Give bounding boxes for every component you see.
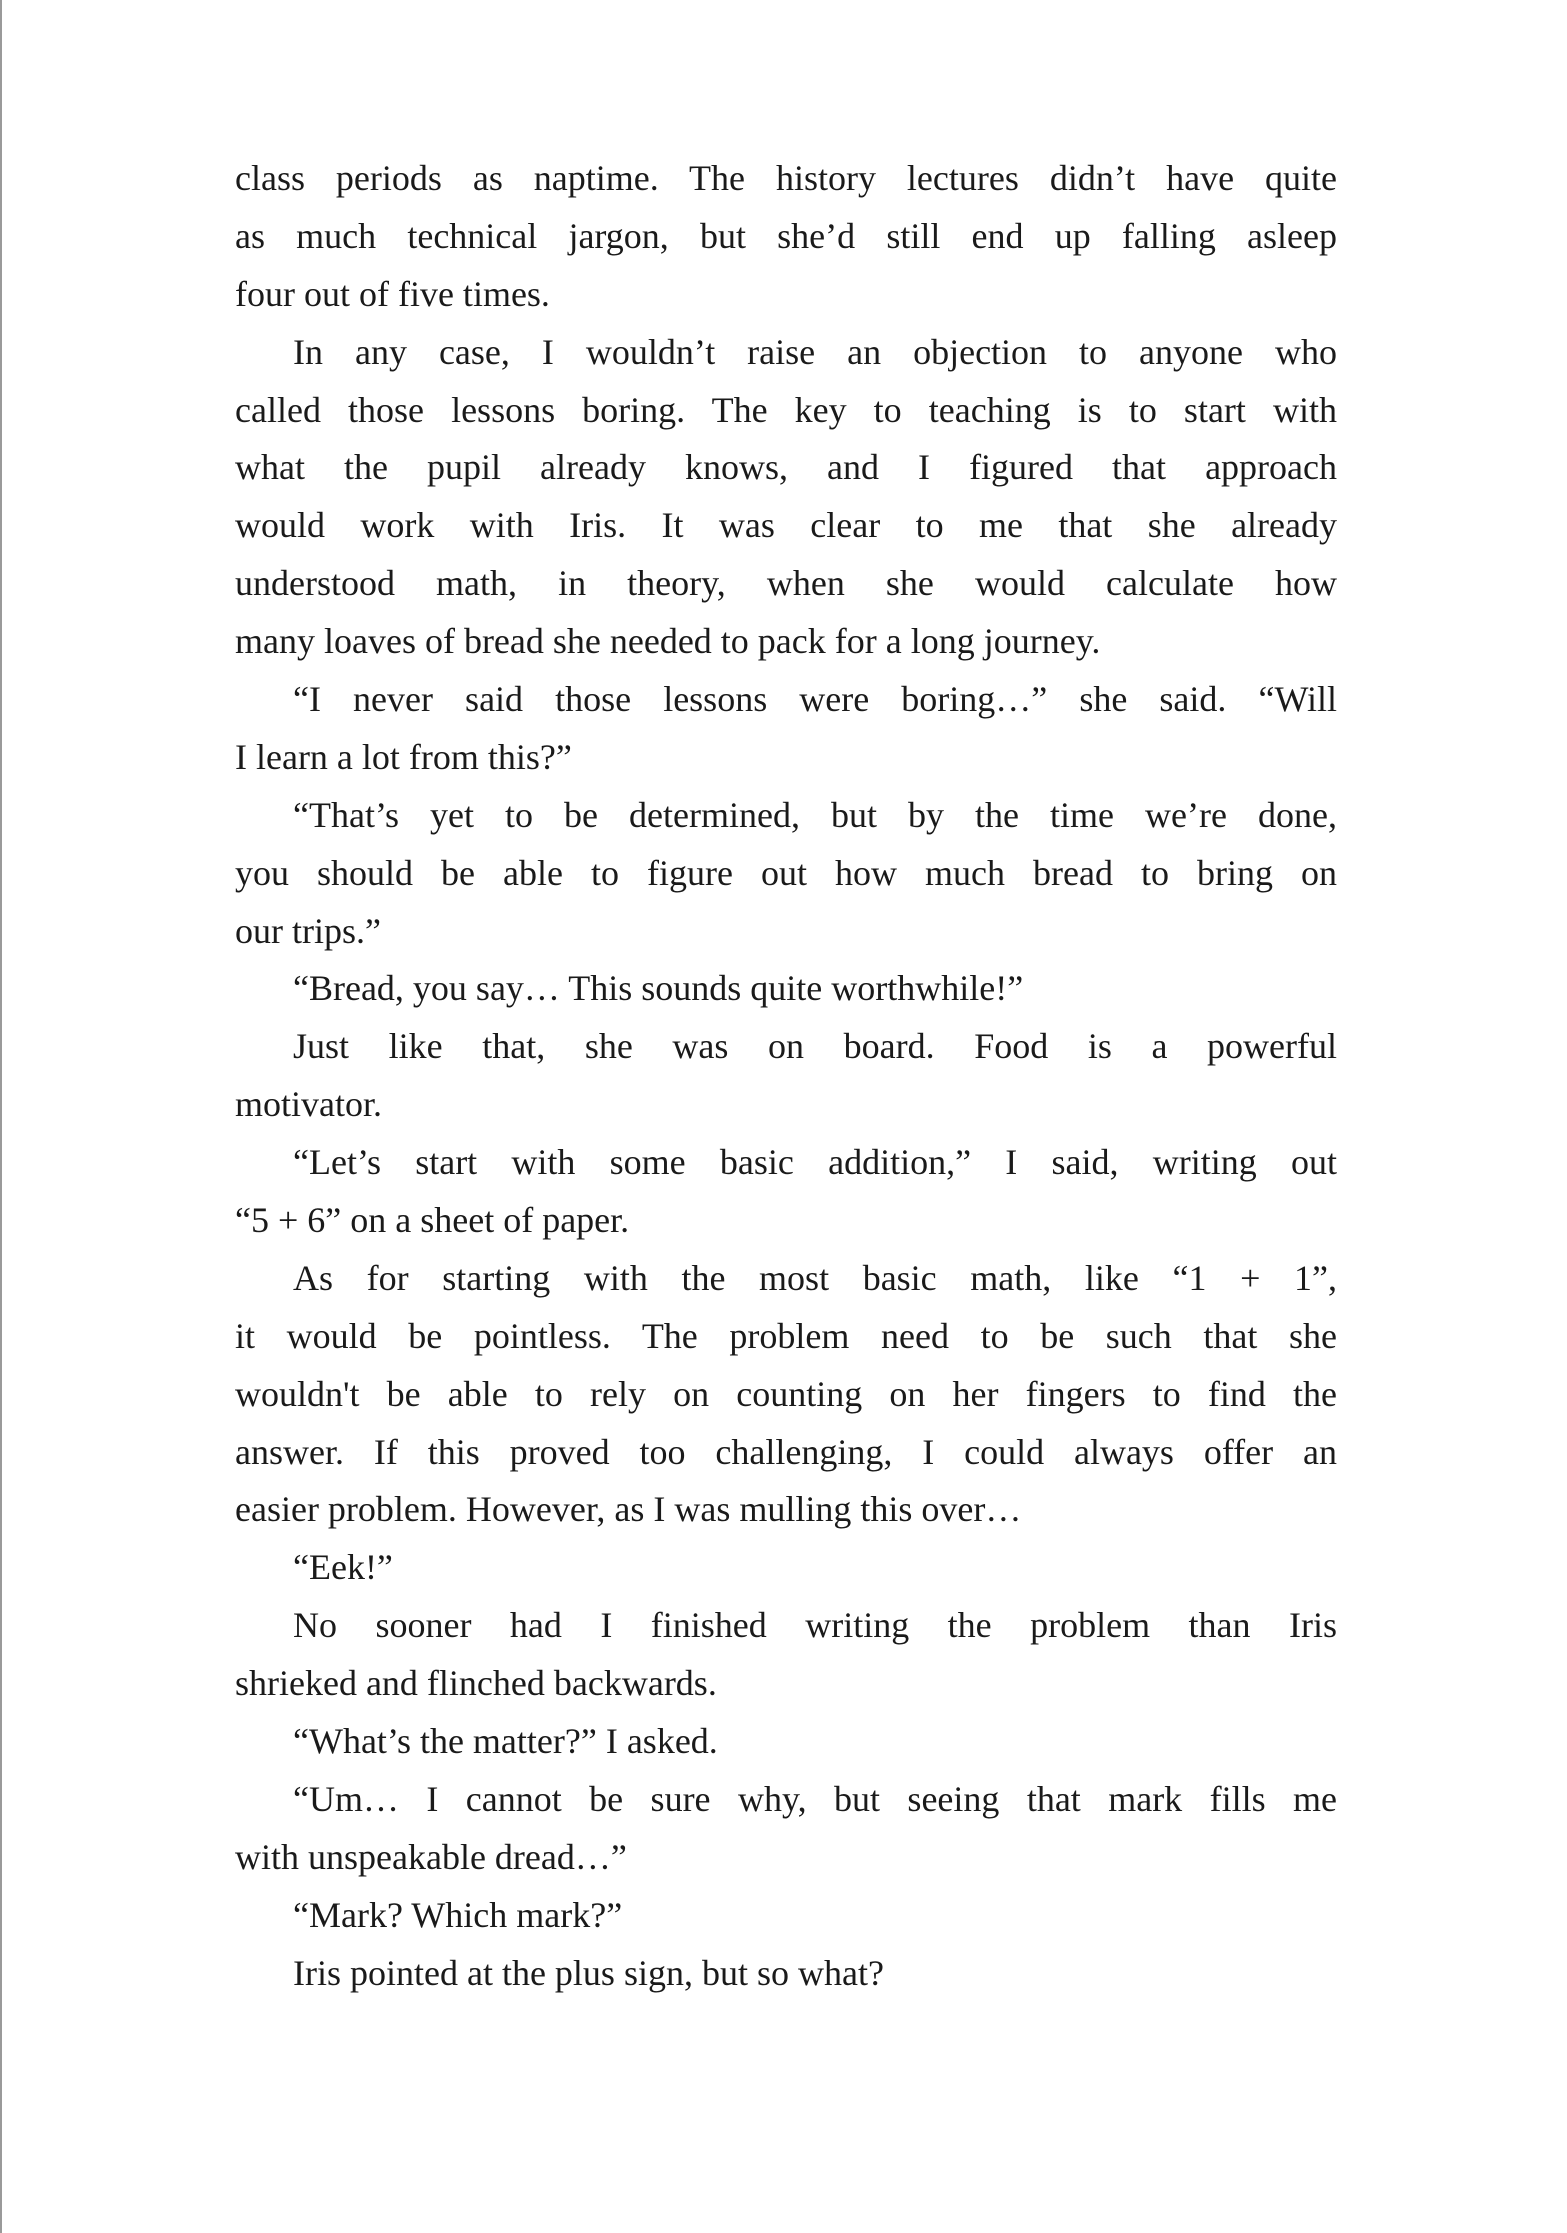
paragraph: [235, 324, 1337, 671]
page-edge-divider: [0, 0, 2, 2233]
text-line: “That’s yet to be determined, but by the time we’re done,: [293, 794, 1337, 835]
text-line: No sooner had I finished writing the problem than Iris: [293, 1605, 1337, 1646]
paragraph: [235, 150, 1337, 324]
text-line: would work with Iris. It was clear to me that she already: [235, 505, 1337, 546]
text-line: Just like that, she was on board. Food is a powerful: [293, 1026, 1337, 1067]
paragraph: [235, 1713, 1337, 1771]
text-line: “What’s the matter?” I asked.: [293, 1721, 718, 1762]
text-line: answer. If this proved too challenging, I could always offer an: [235, 1431, 1337, 1472]
paragraph: [235, 1134, 1337, 1250]
text-line: Iris pointed at the plus sign, but so what?: [293, 1952, 884, 1993]
text-line: motivator.: [235, 1084, 382, 1125]
text-line: “I never said those lessons were boring…” she said. “Will: [293, 679, 1337, 720]
paragraph: [235, 1887, 1337, 1945]
paragraph: [235, 960, 1337, 1018]
text-line: As for starting with the most basic math, like “1 + 1”,: [293, 1257, 1337, 1298]
text-line: called those lessons boring. The key to teaching is to start with: [235, 389, 1337, 430]
text-line: In any case, I wouldn’t raise an objection to anyone who: [293, 331, 1337, 372]
paragraph: [235, 671, 1337, 787]
text-line: “Eek!”: [293, 1547, 393, 1588]
text-line: four out of five times.: [235, 273, 550, 314]
text-line: wouldn't be able to rely on counting on her fingers to find the: [235, 1373, 1337, 1414]
text-line: what the pupil already knows, and I figured that approach: [235, 447, 1337, 488]
paragraph: [235, 1771, 1337, 1887]
text-line: you should be able to figure out how much bread to bring on: [235, 852, 1337, 893]
paragraph: [235, 1250, 1337, 1539]
text-line: “Um… I cannot be sure why, but seeing that mark fills me: [293, 1778, 1337, 1819]
text-line: it would be pointless. The problem need to be such that she: [235, 1315, 1337, 1356]
text-line: “5 + 6” on a sheet of paper.: [235, 1200, 630, 1241]
text-line: “Mark? Which mark?”: [293, 1894, 623, 1935]
text-line: understood math, in theory, when she would calculate how: [235, 563, 1337, 604]
text-line: many loaves of bread she needed to pack for a long journey.: [235, 621, 1101, 662]
text-line: as much technical jargon, but she’d still end up falling asleep: [235, 215, 1337, 256]
text-line: easier problem. However, as I was mulling this over…: [235, 1489, 1022, 1530]
text-line: shrieked and flinched backwards.: [235, 1663, 717, 1704]
paragraph: [235, 1597, 1337, 1713]
text-line: with unspeakable dread…”: [235, 1836, 627, 1877]
text-line: our trips.”: [235, 910, 381, 951]
text-line: “Let’s start with some basic addition,” I said, writing out: [293, 1142, 1337, 1183]
book-page-text: [235, 150, 1337, 2003]
text-line: “Bread, you say… This sounds quite worthwhile!”: [293, 968, 1024, 1009]
paragraph: [235, 1539, 1337, 1597]
text-line: I learn a lot from this?”: [235, 736, 572, 777]
text-line: class periods as naptime. The history lectures didn’t have quite: [235, 158, 1337, 198]
paragraph: [235, 1018, 1337, 1134]
paragraph: [235, 787, 1337, 961]
paragraph: [235, 1945, 1337, 2003]
